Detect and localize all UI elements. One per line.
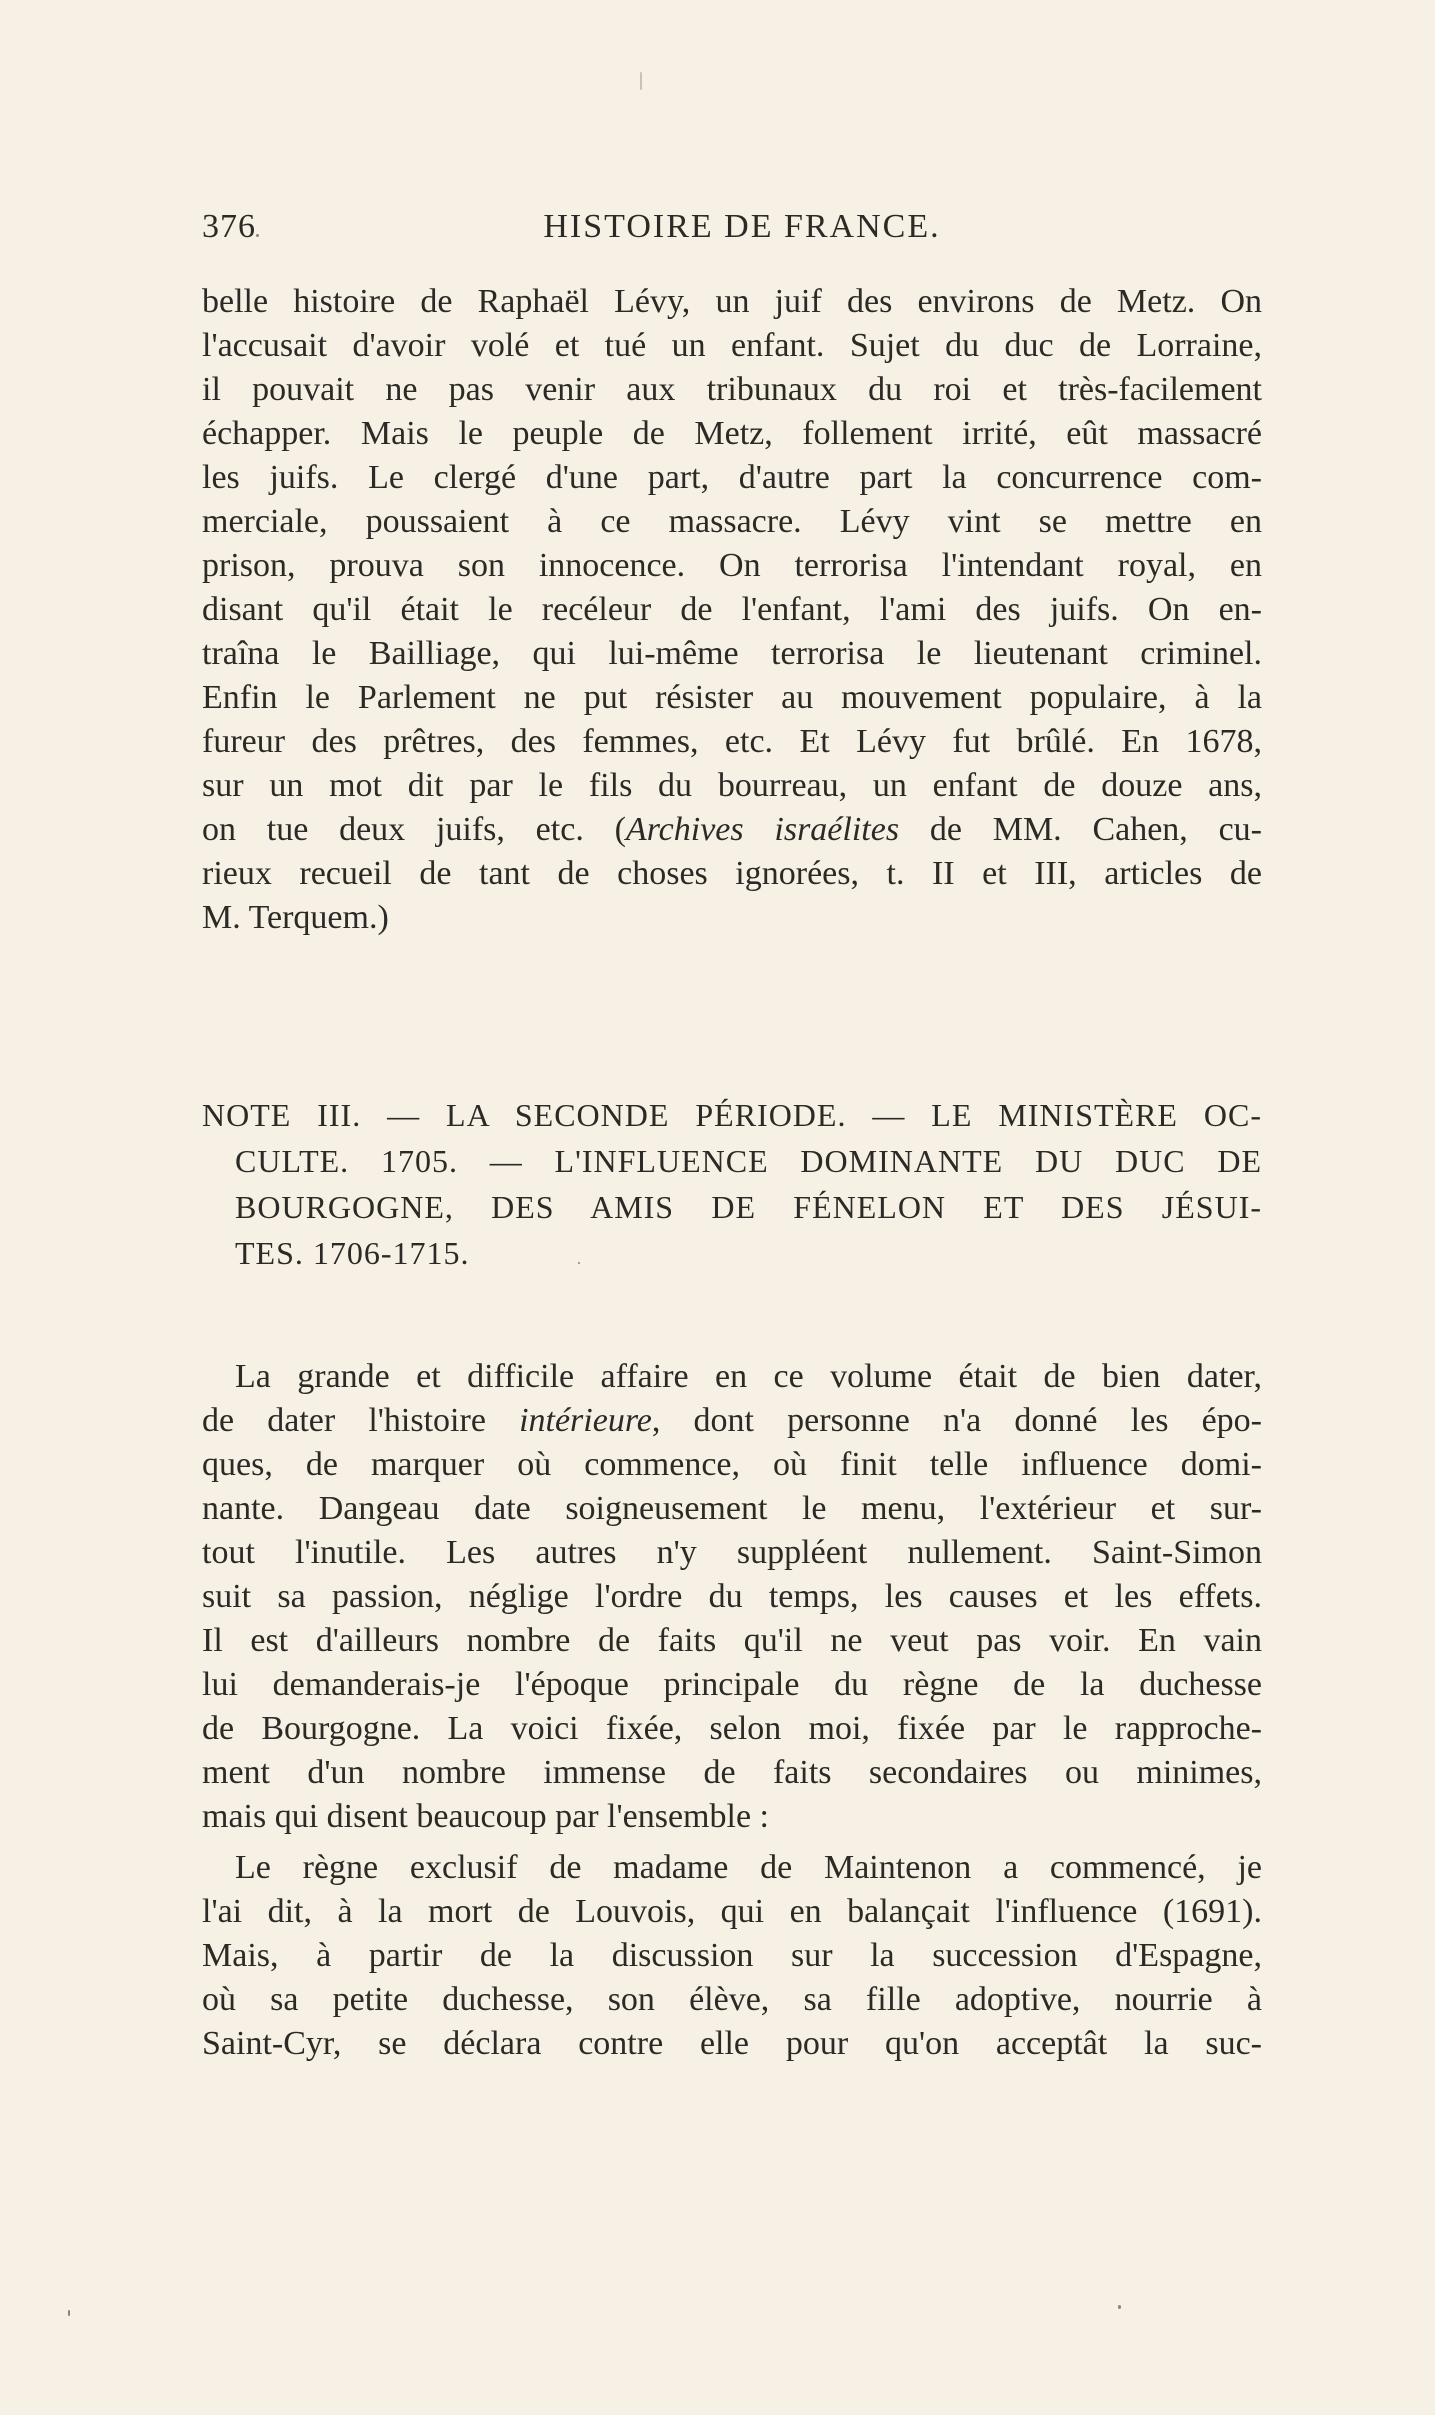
text-line-with-italic: de dater l'histoire intérieure, dont personne n'a donné les épo- [202, 1402, 1262, 1439]
text-line: il pouvait ne pas venir aux tribunaux du roi et très-facilement [202, 371, 1262, 408]
note-heading-line: CULTE. 1705. — L'INFLUENCE DOMINANTE DU DUC DE [235, 1143, 1262, 1179]
text-line: disant qu'il était le recéleur de l'enfant, l'ami des juifs. On en- [202, 591, 1262, 628]
text-line: suit sa passion, néglige l'ordre du temps, les causes et les effets. [202, 1578, 1262, 1615]
text-line: ques, de marquer où commence, où finit telle influence domi- [202, 1446, 1262, 1483]
text-line: l'ai dit, à la mort de Louvois, qui en balançait l'influence (1691). [202, 1893, 1262, 1930]
text-line: mais qui disent beaucoup par l'ensemble : [202, 1798, 769, 1835]
text-line: Mais, à partir de la discussion sur la succession d'Espagne, [202, 1937, 1262, 1974]
note-heading-line: BOURGOGNE, DES AMIS DE FÉNELON ET DES JÉSUI- [235, 1189, 1262, 1225]
scan-speck [578, 1262, 580, 1264]
text-line: M. Terquem.) [202, 899, 389, 936]
scan-speck [256, 234, 259, 237]
text-line: l'accusait d'avoir volé et tué un enfant. Sujet du duc de Lorraine, [202, 327, 1262, 364]
running-title: HISTOIRE DE FRANCE. [543, 208, 941, 245]
note-heading-line: NOTE III. — LA SECONDE PÉRIODE. — LE MINISTÈRE OC- [202, 1097, 1262, 1133]
text-line: traîna le Bailliage, qui lui-même terrorisa le lieutenant criminel. [202, 635, 1262, 672]
scan-speck [68, 2310, 70, 2316]
text-line: merciale, poussaient à ce massacre. Lévy vint se mettre en [202, 503, 1262, 540]
scan-speck [640, 72, 642, 90]
italic-title: Archives israélites [625, 811, 900, 848]
text-line: où sa petite duchesse, son élève, sa fille adoptive, nourrie à [202, 1981, 1262, 2018]
text-line: sur un mot dit par le fils du bourreau, un enfant de douze ans, [202, 767, 1262, 804]
text-line: échapper. Mais le peuple de Metz, follement irrité, eût massacré [202, 415, 1262, 452]
scan-speck [1118, 2305, 1121, 2309]
italic-title: intérieure [519, 1402, 652, 1439]
text-line: ment d'un nombre immense de faits secondaires ou minimes, [202, 1754, 1262, 1791]
text-line: Saint-Cyr, se déclara contre elle pour qu'on acceptât la suc- [202, 2025, 1262, 2062]
note-heading-line: TES. 1706-1715. [235, 1235, 470, 1271]
text-line: belle histoire de Raphaël Lévy, un juif des environs de Metz. On [202, 283, 1262, 320]
text-line: rieux recueil de tant de choses ignorées, t. II et III, articles de [202, 855, 1262, 892]
text-line-with-italic: on tue deux juifs, etc. (Archives israélites de MM. Cahen, cu- [202, 811, 1263, 848]
page-number: 376 [202, 208, 256, 245]
text-line: prison, prouva son innocence. On terrorisa l'intendant royal, en [202, 547, 1262, 584]
text-line: les juifs. Le clergé d'une part, d'autre part la concurrence com- [202, 459, 1262, 496]
text-line: La grande et difficile affaire en ce volume était de bien dater, [235, 1358, 1262, 1395]
text-line: de Bourgogne. La voici fixée, selon moi, fixée par le rapproche- [202, 1710, 1262, 1747]
text-line: Le règne exclusif de madame de Maintenon a commencé, je [235, 1849, 1262, 1886]
page-header [202, 208, 1282, 248]
text-line: Il est d'ailleurs nombre de faits qu'il ne veut pas voir. En vain [202, 1622, 1262, 1659]
text-line: fureur des prêtres, des femmes, etc. Et Lévy fut brûlé. En 1678, [202, 723, 1262, 760]
text-line: tout l'inutile. Les autres n'y suppléent nullement. Saint-Simon [202, 1534, 1262, 1571]
text-line: Enfin le Parlement ne put résister au mouvement populaire, à la [202, 679, 1262, 716]
text-line: lui demanderais-je l'époque principale du règne de la duchesse [202, 1666, 1262, 1703]
text-line: nante. Dangeau date soigneusement le menu, l'extérieur et sur- [202, 1490, 1262, 1527]
